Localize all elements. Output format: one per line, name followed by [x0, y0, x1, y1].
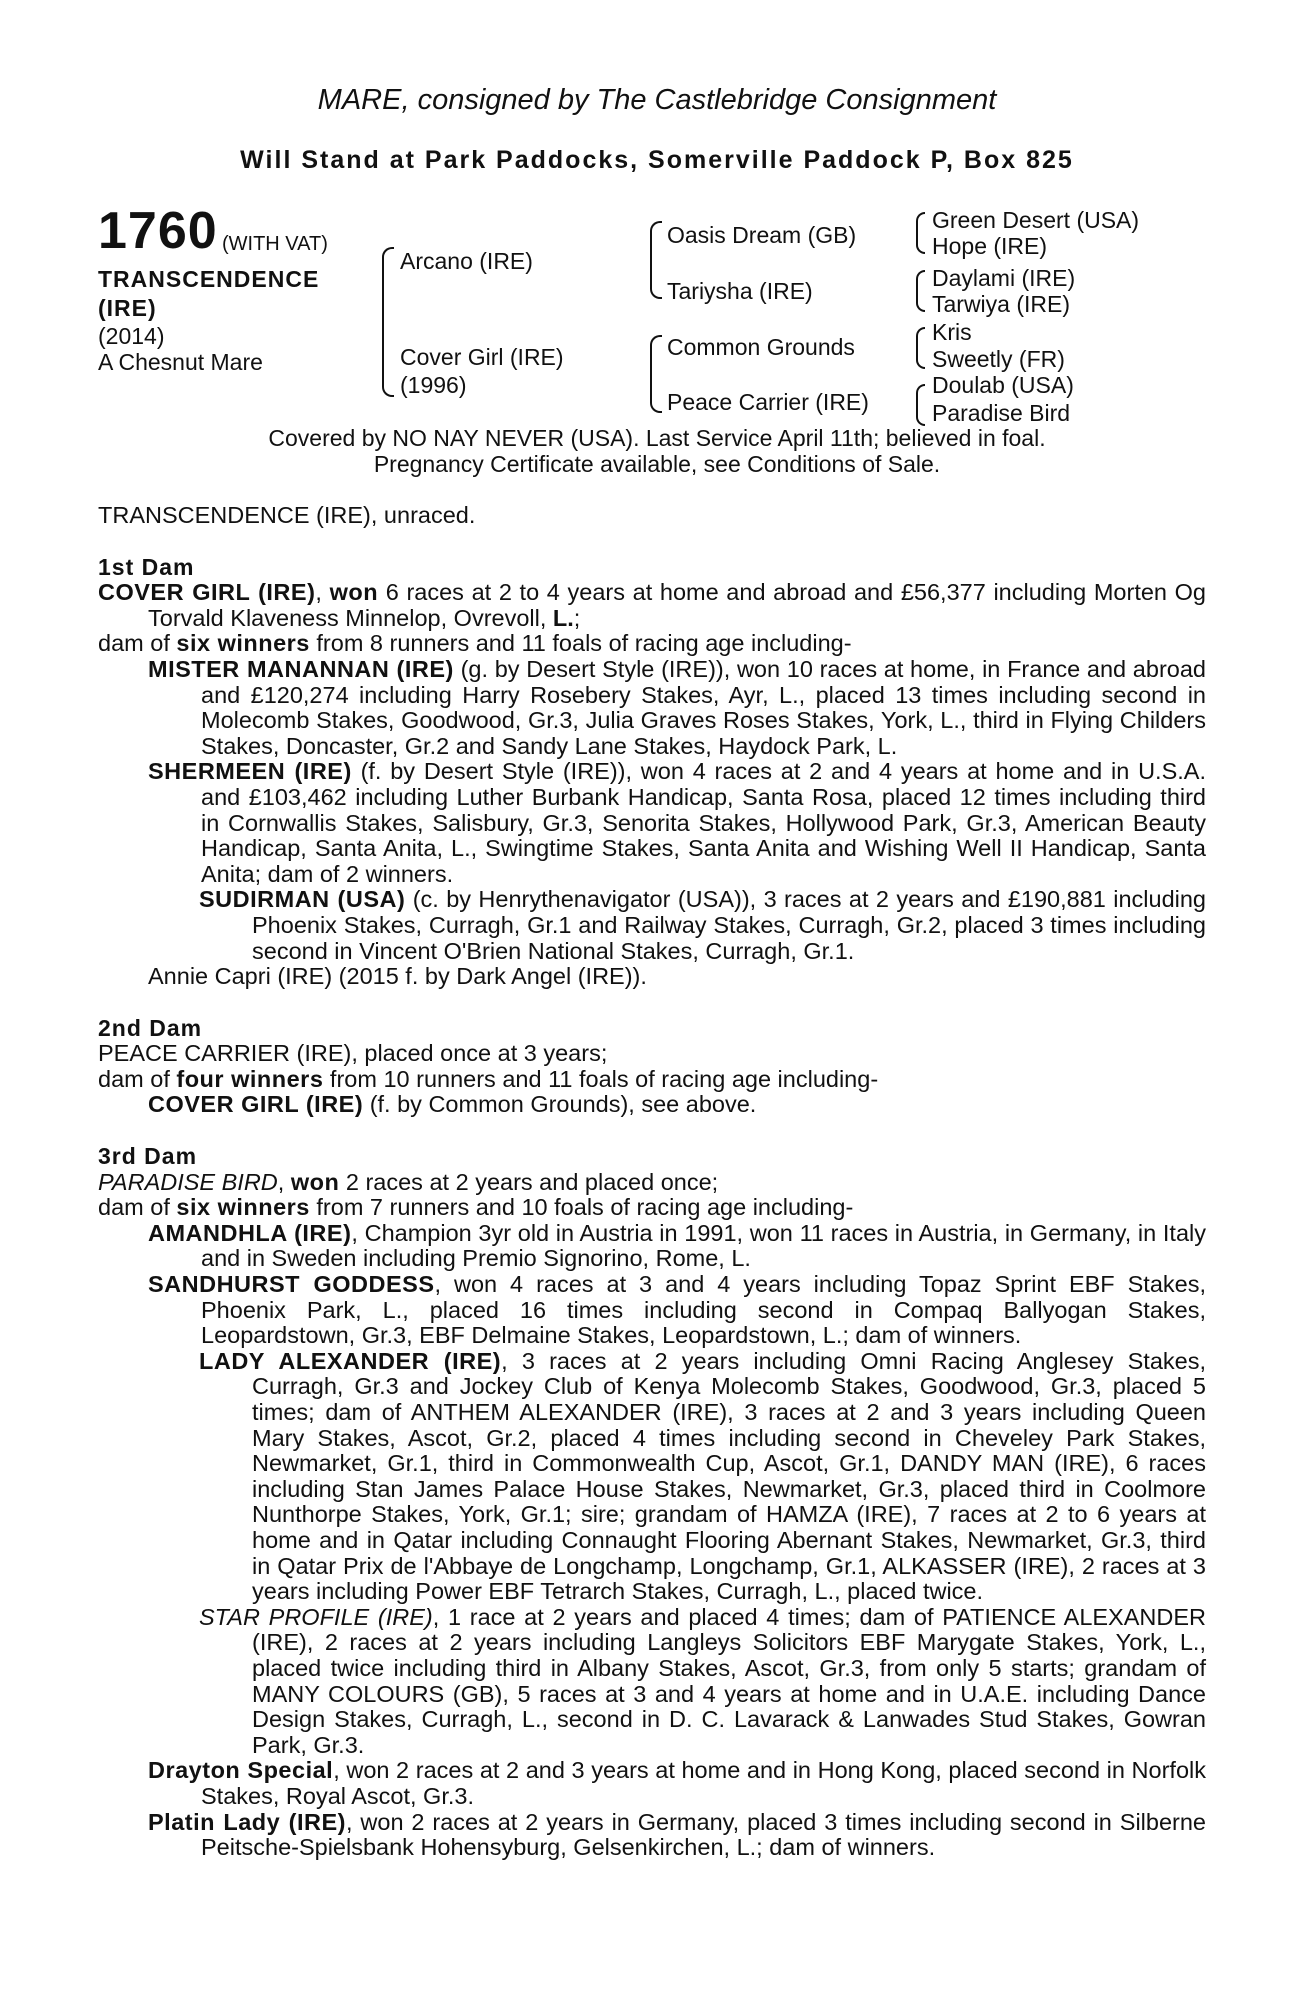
produce-name: SUDIRMAN (USA)	[199, 886, 406, 913]
pedigree-dam-year: (1996)	[400, 372, 467, 398]
dam3-produce-summary	[98, 1195, 1206, 1221]
dam1-record: COVER GIRL (IRE), won 6 races at 2 to 4 years at home and abroad and £56,377 including Morten Og Torvald Klaveness Minnelop, Ovrevoll, L.;	[98, 579, 1206, 631]
dam2-winners: four winners	[176, 1065, 324, 1092]
produce-text: , won 2 races at 2 years in Germany, placed 3 times including second in Silberne Peitsche-Spielsbank Hohensyburg, Gelsenkirchen, L.; dam of winners.	[201, 1808, 1206, 1861]
dam1-winners: six winners	[176, 630, 310, 657]
dam2-heading	[98, 1016, 1206, 1042]
ssd-bracket	[916, 232, 925, 254]
produce-text: , 1 race at 2 years and placed 4 times; dam of PATIENCE ALEXANDER (IRE), 2 races at 2 years including Langleys Solicitors EBF Marygate Stakes, York, L., placed twice including third in Albany Stakes, Ascot, Gr.3, from only 5 starts; grandam of MANY COLOURS (GB), 5 races at 3 and 4 years at home and in U.A.E. including Dance Design Stakes, Curragh, L., second in D. C. Lavarack & Lanwades Stud Stakes, Gowran Park, Gr.3.	[252, 1603, 1206, 1758]
dam1-produce-1	[98, 657, 1206, 759]
pedigree-sss: Green Desert (USA)	[932, 207, 1140, 233]
sdd-bracket	[916, 290, 925, 312]
dam3-produce-2	[98, 1272, 1206, 1349]
pedigree-dsd: Sweetly (FR)	[932, 346, 1065, 372]
dam1-produce-summary	[98, 631, 1206, 657]
produce-text: (f. by Common Grounds), see above.	[363, 1091, 757, 1118]
dam2-heading-text: 2nd Dam	[98, 1014, 203, 1041]
dss-bracket	[916, 327, 925, 349]
pedigree-ssd: Hope (IRE)	[932, 233, 1048, 259]
produce-text: , won 2 races at 2 and 3 years at home and in Hong Kong, placed second in Norfolk Stakes, Royal Ascot, Gr.3.	[201, 1757, 1206, 1809]
dam-bracket	[382, 327, 394, 397]
dam3-record: PARADISE BIRD, won 2 races at 2 years and placed once;	[98, 1168, 719, 1195]
ds-bracket	[650, 335, 662, 375]
pedigree-sdd: Tarwiya (IRE)	[932, 291, 1071, 317]
produce-name: AMANDHLA (IRE)	[148, 1219, 352, 1246]
dam1-won: won	[329, 579, 379, 606]
sds-bracket	[916, 270, 925, 292]
dam1-produce-2	[98, 759, 1206, 887]
pedigree-sire: Arcano (IRE)	[400, 248, 533, 274]
dam2-produce-1	[98, 1092, 1206, 1118]
dam3-winners: six winners	[176, 1194, 310, 1221]
dam1-produce-3	[98, 887, 1206, 964]
dam1-damof-rest: from 8 runners and 11 foals of racing age including-	[309, 630, 852, 657]
pedigree-dam: Cover Girl (IRE)	[400, 344, 564, 370]
dam1-record-b: ;	[573, 604, 581, 631]
pedigree-sire-sire: Oasis Dream (GB)	[667, 222, 857, 248]
produce-name: SHERMEEN (IRE)	[148, 758, 352, 785]
dd-bracket	[650, 373, 662, 413]
dam3-damof: dam of	[98, 1194, 177, 1221]
lot-number: 1760	[98, 202, 218, 260]
ss-bracket	[650, 221, 662, 261]
produce-text: , 3 races at 2 years including Omni Racing Anglesey Stakes, Curragh, Gr.3 and Jockey Club of Kenya Molecomb Stakes, Goodwood, Gr.3, placed 5 times; dam of ANTHEM ALEXANDER (IRE), 3 races at 2 and 3 years including Queen Mary Stakes, Ascot, Gr.2, placed 4 times including second in Cheveley Park Stakes, Newmarket, Gr.1, third in Commonwealth Cup, Ascot, Gr.1, DANDY MAN (IRE), 6 races including Stan James Palace House Stakes, Newmarket, Gr.3, placed third in Coolmore Nunthorpe Stakes, York, Gr.1; sire; grandam of HAMZA (IRE), 7 races at 2 to 6 years at home and in Qatar including Connaught Flooring Abernant Stakes, Newmarket, Gr.3, third in Qatar Prix de l'Abbaye de Longchamp, Longchamp, Gr.1, ALKASSER (IRE), 2 races at 3 years including Power EBF Tetrarch Stakes, Curragh, L., placed twice.	[252, 1347, 1206, 1605]
pedigree-sds: Daylami (IRE)	[932, 265, 1076, 291]
pedigree-dds: Doulab (USA)	[932, 372, 1074, 398]
dam3-heading-text: 3rd Dam	[98, 1143, 198, 1170]
pregnancy-line: Pregnancy Certificate available, see Conditions of Sale.	[373, 451, 941, 477]
dam3-produce-3	[98, 1349, 1206, 1605]
covered-line: Covered by NO NAY NEVER (USA). Last Service April 11th; believed in foal.	[268, 425, 1046, 451]
dam3-heading	[98, 1144, 1206, 1170]
horse-year: (2014)	[98, 323, 165, 349]
dam1-listed: L.	[552, 604, 574, 631]
sire-bracket	[382, 247, 394, 329]
dam3-produce-5	[98, 1758, 1206, 1809]
produce-name: SANDHURST GODDESS	[148, 1271, 435, 1298]
dsd-bracket	[916, 347, 925, 369]
produce-name: COVER GIRL (IRE)	[148, 1091, 364, 1118]
horse-name-line2: (IRE)	[98, 295, 157, 321]
dam2-damof-rest: from 10 runners and 11 foals of racing age including-	[323, 1065, 879, 1092]
pedigree-dss: Kris	[932, 319, 972, 345]
dds-bracket	[916, 384, 925, 406]
horse-name	[98, 265, 319, 323]
sss-bracket	[916, 212, 925, 234]
horse-name-line1: TRANSCENDENCE	[98, 266, 320, 292]
produce-name: Platin Lady (IRE)	[148, 1808, 346, 1835]
dam3-damof-rest: from 7 runners and 10 foals of racing age including-	[309, 1194, 854, 1221]
consignment-line: MARE, consigned by The Castlebridge Consignment	[317, 84, 997, 116]
produce-text: , Champion 3yr old in Austria in 1991, won 11 races in Austria, in Germany, in Italy and in Sweden including Premio Signorino, Rome, L.	[201, 1219, 1206, 1272]
produce-name: LADY ALEXANDER (IRE)	[199, 1347, 502, 1374]
dam3-produce-1	[98, 1221, 1206, 1272]
ddd-bracket	[916, 404, 925, 426]
sd-bracket	[650, 259, 662, 299]
horse-description: A Chesnut Mare	[98, 349, 263, 375]
dam2-produce-summary	[98, 1067, 1206, 1093]
unraced-line: TRANSCENDENCE (IRE), unraced.	[98, 502, 476, 528]
dam1-record-a: 6 races at 2 to 4 years at home and abroad and £56,377 including Morten Og Torvald Klaveness Minnelop, Ovrevoll,	[148, 579, 1206, 631]
vat-note: (WITH VAT)	[222, 233, 328, 255]
dam1-damof: dam of	[98, 630, 177, 657]
pedigree-dam-sire: Common Grounds	[667, 334, 855, 360]
dam1-name: COVER GIRL (IRE)	[98, 579, 316, 606]
dam3-name: PARADISE BIRD	[98, 1168, 278, 1195]
dam3-produce-6	[98, 1810, 1206, 1861]
produce-text: (g. by Desert Style (IRE)), won 10 races at home, in France and abroad and £120,274 including Harry Rosebery Stakes, Ayr, L., placed 13 times including second in Molecomb Stakes, Goodwood, Gr.3, Julia Graves Roses Stakes, York, L., third in Flying Childers Stakes, Doncaster, Gr.2 and Sandy Lane Stakes, Haydock Park, L.	[201, 655, 1206, 759]
stand-location: Will Stand at Park Paddocks, Somerville Paddock P, Box 825	[240, 146, 1074, 174]
produce-text: (c. by Henrythenavigator (USA)), 3 races at 2 years and £190,881 including Phoenix Stakes, Curragh, Gr.1 and Railway Stakes, Curragh, Gr.2, placed 3 times including second in Vincent O'Brien National Stakes, Curragh, Gr.1.	[252, 886, 1207, 964]
pedigree-dam-dam: Peace Carrier (IRE)	[667, 389, 869, 415]
pedigree-ddd: Paradise Bird	[932, 400, 1071, 426]
catalogue-body	[98, 503, 1206, 1861]
produce-text: (f. by Desert Style (IRE)), won 4 races at 2 and 4 years at home and in U.S.A. and £103,462 including Luther Burbank Handicap, Santa Rosa, placed 12 times including third in Cornwallis Stakes, Salisbury, Gr.3, Senorita Stakes, Hollywood Park, Gr.3, American Beauty Handicap, Santa Anita, L., Swingtime Stakes, Santa Anita and Wishing Well II Handicap, Santa Anita; dam of 2 winners.	[201, 758, 1206, 887]
dam3-won: won	[290, 1168, 340, 1195]
produce-name: Drayton Special	[148, 1757, 334, 1784]
produce-name: STAR PROFILE (IRE)	[199, 1603, 433, 1630]
dam1-produce-4: Annie Capri (IRE) (2015 f. by Dark Angel (IRE)).	[148, 963, 647, 990]
dam2-damof: dam of	[98, 1065, 177, 1092]
pedigree-sire-dam: Tariysha (IRE)	[667, 278, 813, 304]
dam1-heading	[98, 555, 1206, 581]
produce-text: , won 4 races at 3 and 4 years including Topaz Sprint EBF Stakes, Phoenix Park, L., placed 16 times including second in Compaq Ballyogan Stakes, Leopardstown, Gr.3, EBF Delmaine Stakes, Leopardstown, L.; dam of winners.	[201, 1271, 1206, 1349]
dam3-produce-4	[98, 1605, 1206, 1759]
dam3-record-text: 2 races at 2 years and placed once;	[339, 1168, 719, 1195]
dam2-record: PEACE CARRIER (IRE), placed once at 3 years;	[98, 1040, 608, 1067]
produce-name: MISTER MANANNAN (IRE)	[148, 655, 454, 682]
dam1-heading-text: 1st Dam	[98, 553, 195, 580]
